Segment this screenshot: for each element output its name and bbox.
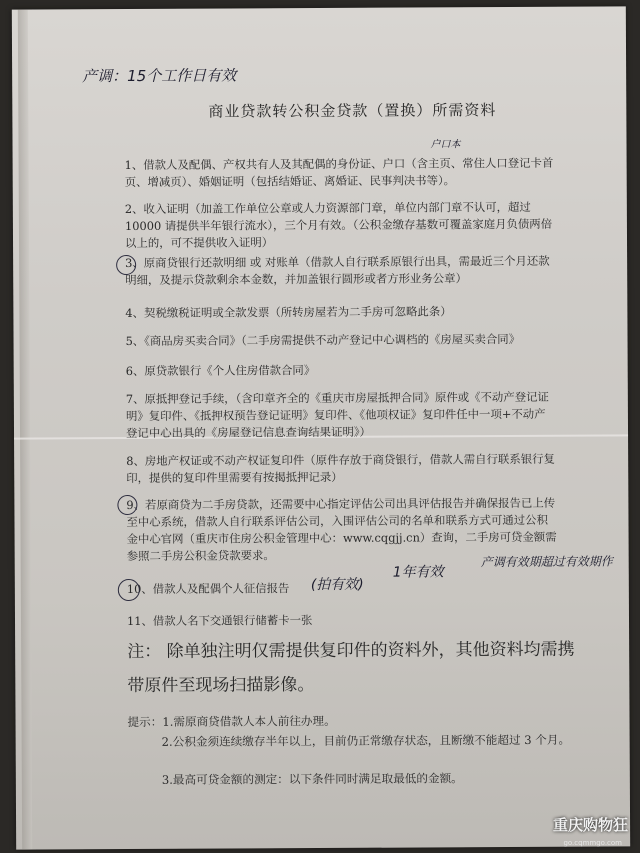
requirement-item-2: 2、收入证明（加盖工作单位公章或人力资源部门章，单位内部门章不认可，超过 10000 请提供半年银行流水），三个月有效。（公积金缴存基数可覆盖家庭月负债两倍以上的，可不提供收入证明） [124,199,553,251]
handwritten-note-credit-valid: (拍有效) [310,576,364,594]
handwritten-note-one-year: 1年有效 [392,564,444,581]
tip-1: 提示：1.需原商贷借款人本人前往办理。 [127,713,336,730]
paper-edge [18,10,32,850]
requirement-item-5: 5、《商品房买卖合同》（二手房需提供不动产登记中心调档的《房屋买卖合同》 [125,331,521,349]
handwritten-circle-9 [117,495,137,515]
requirement-item-11: 11、借款人名下交通银行储蓄卡一张 [126,613,313,629]
site-watermark-url: go.cqmmgo.com [563,839,622,847]
requirement-item-8: 8、房地产权证或不动产权证复印件（原件存放于商贷银行，借款人需自行联系银行复印，提供的复印件里需要有按揭抵押记录） [126,451,555,486]
handwritten-circle-3 [116,255,136,275]
requirement-item-10: 10、借款人及配偶个人征信报告 [126,581,290,597]
requirement-item-1: 1、借款人及配偶、产权共有人及其配偶的身份证、户口（含主页、常住人口登记卡首页、增减页）、婚姻证明（包括结婚证、离婚证、民事判决书等）。 [124,155,554,190]
requirement-item-6: 6、原贷款银行《个人住房借款合同》 [125,363,316,379]
tip-2: 2.公积金须连续缴存半年以上，目前仍正常缴存状态，且断缴不能超过 3 个月。 [161,732,571,749]
tip-3: 3.最高可贷金额的测定：以下条件同时满足取最低的金额。 [161,771,463,787]
document-title: 商业贷款转公积金贷款（置换）所需资料 [208,101,497,121]
requirement-item-4: 4、契税缴税证明或全款发票（所转房屋若为二手房可忽略此条） [125,304,452,321]
requirement-item-7: 7、原抵押登记手续，（含印章齐全的《重庆市房屋抵押合同》原件或《不动产登记证明》复印件、《抵押权预告登记证明》复印件、《他项权证》复印件任中一项+不动产登记中心出具的《房屋登记信息查询结果证明》） [125,389,549,441]
handwritten-note-hukou: 户口本 [430,139,461,151]
site-watermark: 重庆购物狂 [552,816,628,834]
requirement-item-3: 3、原商贷银行还款明细 或 对账单（借款人自行联系原银行出具，需最近三个月还款明细，及提示贷款剩余本金数，并加盖银行圆形或者方形业务公章） [125,253,550,288]
handwritten-note-property-survey: 产调有效期超过有效期作 [480,554,613,570]
handwritten-note-top: 产调：15个工作日有效 [82,66,237,86]
document-paper [12,6,630,849]
document-note: 注： 除单独注明仅需提供复印件的资料外，其他资料均需携带原件至现场扫描影像。 [127,639,575,697]
requirement-item-9: 9、若原商贷为二手房贷款，还需要中心指定评估公司出具评估报告并确保报告已上传至中心系统，借款人自行联系评估公司，入围评估公司的名单和联系方式可通过公积金中心官网（重庆市住房公积金管理中心：www.cqgjj.cn）查询，二手房可贷金额需参照二手房公积金贷款要求。 [126,495,557,564]
handwritten-circle-10 [118,579,140,601]
